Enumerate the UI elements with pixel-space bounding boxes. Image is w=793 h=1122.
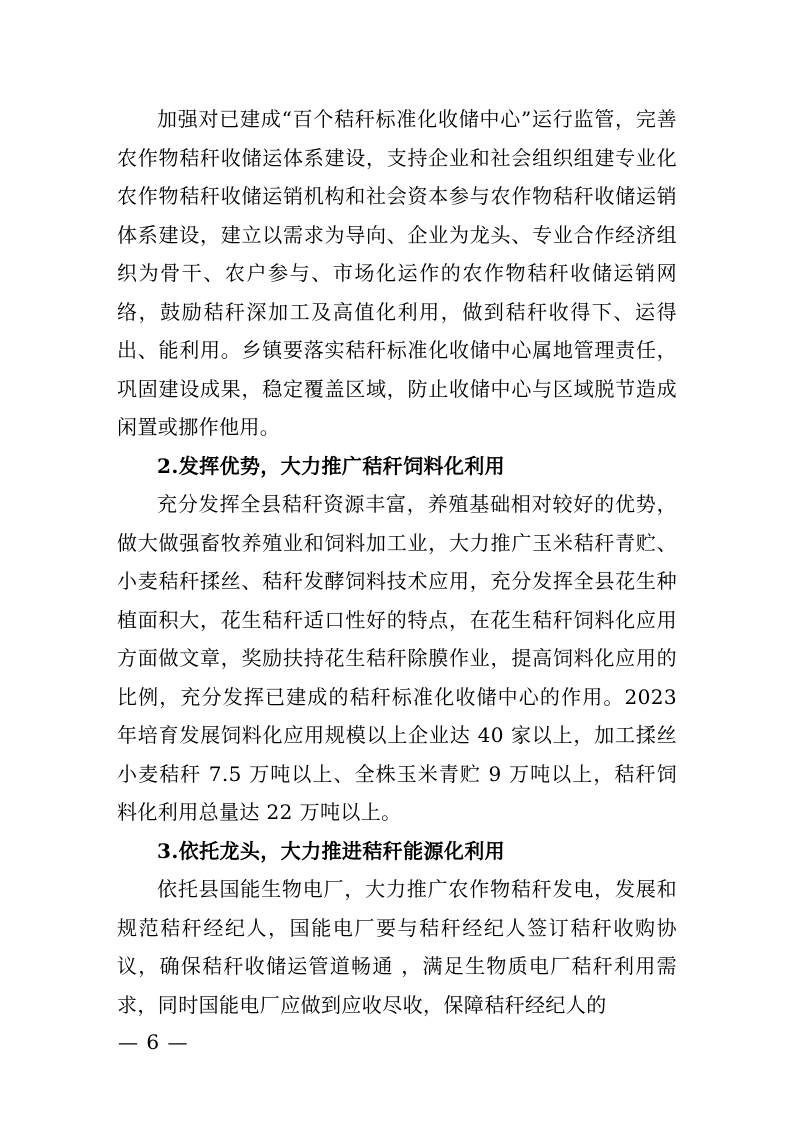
section-heading: 3.依托龙头，大力推进秸秆能源化利用 bbox=[157, 838, 506, 863]
body-paragraph: 加强对已建成“百个秸秆标准化收储中心”运行监管，完善农作物秸秆收储运体系建设，支持企业和社会组织组建专业化农作物秸秆收储运销机构和社会资本参与农作物秸秆收储运销体系建设，建立以需求为导向、企业为龙头、专业合作经济组织为骨干、农户参与、市场化运作的农作物秸秆收储运销网络，鼓励秸秆深加工及高值化利用，做到秸秆收得下、运得出、能利用。乡镇要落实秸秆标准化收储中心属地管理责任，巩固建设成果，稳定覆盖区域，防止收储中心与区域脱节造成闲置或挪作他用。 bbox=[117, 107, 677, 439]
page-body bbox=[117, 100, 677, 1024]
page-number: — 6 — bbox=[118, 1030, 189, 1054]
section-heading: 2.发挥优势，大力推广秸秆饲料化利用 bbox=[157, 453, 506, 478]
body-paragraph: 充分发挥全县秸秆资源丰富，养殖基础相对较好的优势，做大做强畜牧养殖业和饲料加工业，大力推广玉米秸秆青贮、小麦秸秆揉丝、秸秆发酵饲料技术应用，充分发挥全县花生种植面积大，花生秸秆适口性好的特点，在花生秸秆饲料化应用方面做文章，奖励扶持花生秸秆除膜作业，提高饲料化应用的比例，充分发挥已建成的秸秆标准化收储中心的作用。2023 年培育发展饲料化应用规模以上企业达 40 家以上，加工揉丝小麦秸秆 7.5 万吨以上、全株玉米青贮 9 万吨以上，秸秆饲料化利用总量达 22 万吨以上。 bbox=[117, 492, 677, 824]
body-paragraph: 依托县国能生物电厂，大力推广农作物秸秆发电，发展和规范秸秆经纪人，国能电厂要与秸秆经纪人签订秸秆收购协议，确保秸秆收储运管道畅通 ，满足生物质电厂秸秆利用需求，同时国能电厂应做到应收尽收，保障秸秆经纪人的 bbox=[117, 877, 677, 1017]
